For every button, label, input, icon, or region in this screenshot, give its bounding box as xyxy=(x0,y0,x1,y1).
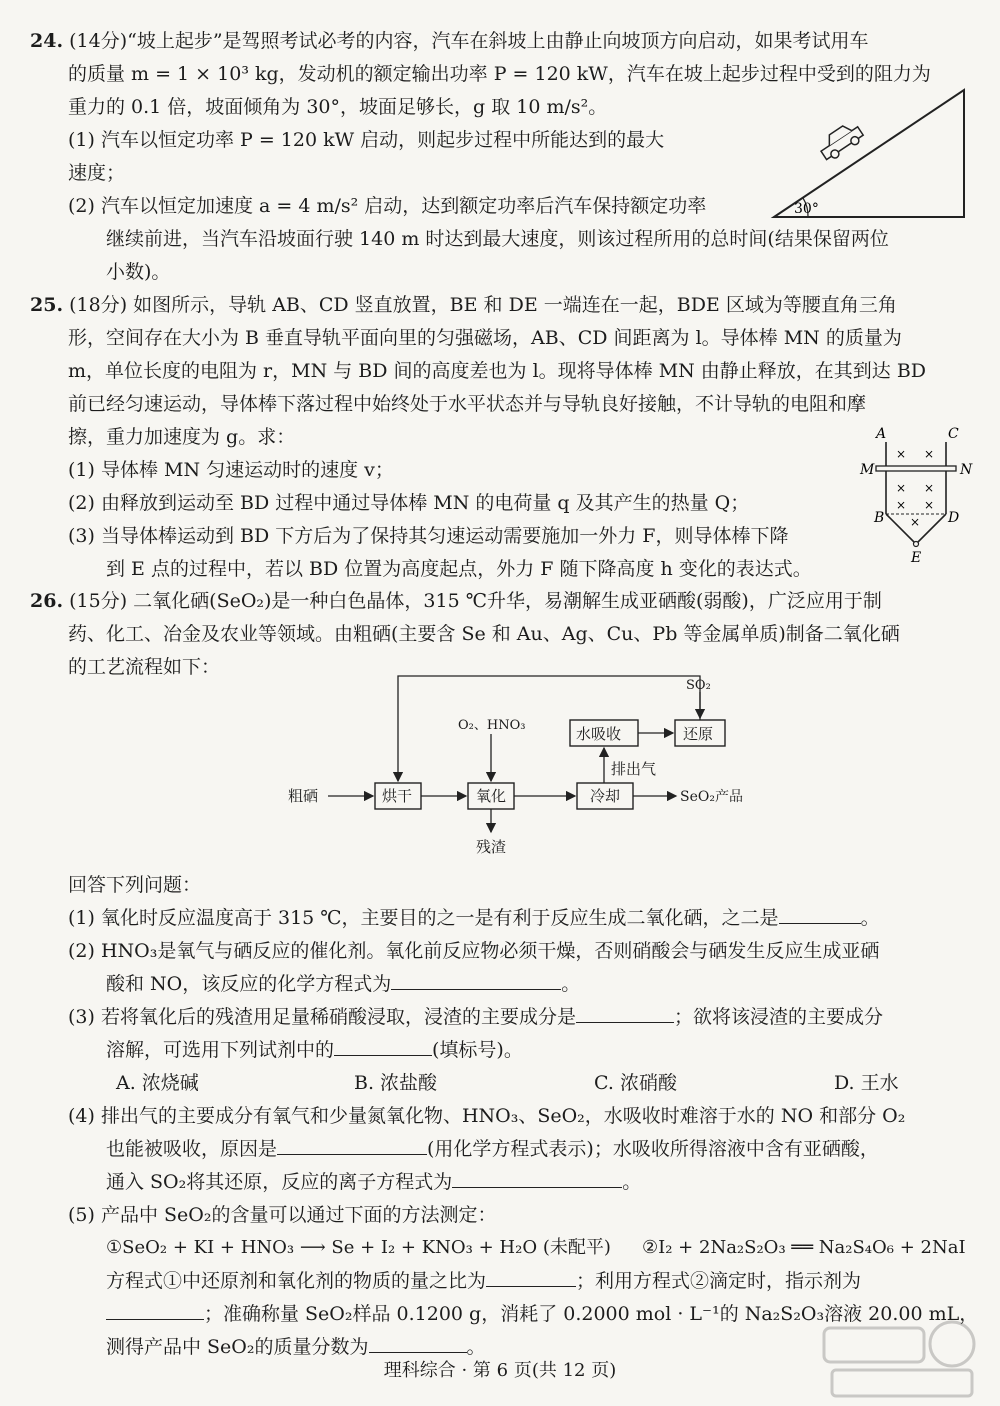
label-d: D xyxy=(948,510,960,526)
q26-p3a-end: ；欲将该浸渣的主要成分 xyxy=(673,1006,883,1028)
option-a: A. 浓烧碱 xyxy=(116,1072,199,1094)
magnetic-field-marks xyxy=(896,447,934,529)
label-b: B xyxy=(874,510,885,526)
option-b: B. 浓盐酸 xyxy=(354,1072,438,1094)
equation-1: ①SeO₂ + KI + HNO₃ ⟶ Se + I₂ + KNO₃ + H₂O (未配平) xyxy=(106,1237,611,1258)
flow-reagent-label: O₂、HNO₃ xyxy=(458,718,526,733)
q26-part-5: (5) 产品中 SeO₂的含量可以通过下面的方法测定： xyxy=(68,1204,497,1226)
q26-part-5a xyxy=(106,1268,861,1294)
page-footer: 理科综合 · 第 6 页(共 12 页) xyxy=(383,1360,617,1381)
q24-line-8: 小数)。 xyxy=(106,261,171,283)
flow-product-label: SeO₂产品 xyxy=(680,789,743,805)
q25-line-5: 擦，重力加速度为 g。求： xyxy=(68,426,296,448)
q26-p5c-end: 。 xyxy=(466,1336,486,1358)
slope-triangle xyxy=(774,90,964,217)
q25-line-1 xyxy=(30,292,897,318)
q26-p4c-text: 通入 SO₂将其还原，反应的离子方程式为 xyxy=(106,1171,453,1193)
q26-part-2b xyxy=(106,971,580,997)
q24-line-3: 重力的 0.1 倍，坡面倾角为 30°，坡面足够长，g 取 10 m/s²。 xyxy=(68,96,608,118)
field-mark: × xyxy=(924,498,935,512)
q26-line-1 xyxy=(30,588,882,614)
q26-p1-end: 。 xyxy=(860,907,880,929)
rail-de xyxy=(916,514,946,544)
flow-raw-label: 粗硒 xyxy=(288,787,319,805)
label-e: E xyxy=(911,550,922,566)
q26-part-2a: (2) HNO₃是氧气与硒反应的催化剂。氧化前反应物必须干燥，否则硝酸会与硒发生反应生成亚硒 xyxy=(68,940,880,962)
rail-figure xyxy=(856,422,980,568)
q24-number: 24. xyxy=(30,30,64,52)
car-icon xyxy=(816,119,865,163)
field-mark: × xyxy=(896,498,907,512)
rod-mn xyxy=(876,466,956,471)
q25-text-1: (18分) 如图所示，导轨 AB、CD 竖直放置，BE 和 DE 一端连在一起，BDE 区域为等腰直角三角 xyxy=(69,294,897,316)
q26-part-5c xyxy=(106,1334,486,1360)
field-mark: × xyxy=(910,515,921,529)
q25-number: 25. xyxy=(30,294,64,316)
q26-part-4a: (4) 排出气的主要成分有氧气和少量氮氧化物、HNO₃、SeO₂，水吸收时难溶于水的 NO 和部分 O₂ xyxy=(68,1105,906,1127)
slope-figure xyxy=(764,86,974,222)
q26-p3a-text: (3) 若将氧化后的残渣用足量稀硝酸浸取，浸渣的主要成分是 xyxy=(68,1006,576,1028)
q26-p2b-text: 酸和 NO，该反应的化学方程式为 xyxy=(106,973,392,995)
answer-blank[interactable] xyxy=(277,1136,427,1155)
q26-p1-text: (1) 氧化时反应温度高于 315 ℃，主要目的之一是有利于反应生成二氧化硒，之二是 xyxy=(68,907,779,929)
q24-line-1 xyxy=(30,28,869,54)
q26-line-3: 的工艺流程如下： xyxy=(68,656,221,678)
q26-line-2: 药、化工、冶金及农业等领域。由粗硒(主要含 Se 和 Au、Ag、Cu、Pb 等金属单质)制备二氧化硒 xyxy=(68,623,900,645)
option-d: D. 王水 xyxy=(834,1072,899,1094)
q26-part-4c xyxy=(106,1169,641,1195)
flow-reduce-label: 还原 xyxy=(683,725,714,743)
q25-line-6: (1) 导体棒 MN 匀速运动时的速度 v； xyxy=(68,459,394,481)
answer-blank[interactable] xyxy=(369,1334,467,1353)
answer-blank[interactable] xyxy=(452,1169,622,1188)
flow-residue-label: 残渣 xyxy=(476,838,507,856)
flow-exhaust-label: 排出气 xyxy=(611,760,657,778)
q25-line-2: 形，空间存在大小为 B 垂直导轨平面向里的匀强磁场，AB、CD 间距离为 l。导体棒 MN 的质量为 xyxy=(68,327,902,349)
q26-part-3b xyxy=(106,1037,523,1063)
option-c: C. 浓硝酸 xyxy=(594,1072,677,1094)
label-c: C xyxy=(948,426,959,442)
q26-p5a-end: ；利用方程式②滴定时，指示剂为 xyxy=(576,1270,862,1292)
answer-blank[interactable] xyxy=(106,1301,204,1320)
answer-blank[interactable] xyxy=(779,905,861,924)
process-flow-diagram xyxy=(278,670,758,860)
point-e xyxy=(914,542,919,547)
flow-cool-label: 冷却 xyxy=(590,787,621,805)
equation-2: ②I₂ + 2Na₂S₂O₃ ══ Na₂S₄O₆ + 2NaI xyxy=(642,1237,966,1258)
field-mark: × xyxy=(896,447,907,461)
flow-oxidize-label: 氧化 xyxy=(476,787,507,805)
q26-p4b-text: 也能被吸收，原因是 xyxy=(106,1138,278,1160)
q26-text-1: (15分) 二氧化硒(SeO₂)是一种白色晶体，315 ℃升华，易潮解生成亚硒酸(弱酸)，广泛应用于制 xyxy=(69,590,882,612)
label-m: M xyxy=(860,462,875,478)
q26-part-3a xyxy=(68,1004,883,1030)
q26-part-4b xyxy=(106,1136,879,1162)
flow-dry-label: 烘干 xyxy=(382,787,413,805)
q24-line-4: (1) 汽车以恒定功率 P = 120 kW 启动，则起步过程中所能达到的最大 xyxy=(68,129,665,151)
q24-line-5: 速度； xyxy=(68,162,126,184)
q26-p4c-end: 。 xyxy=(622,1171,642,1193)
q26-p5a-text: 方程式①中还原剂和氧化剂的物质的量之比为 xyxy=(106,1270,487,1292)
flow-absorb-label: 水吸收 xyxy=(576,725,622,743)
flow-so2-label: SO₂ xyxy=(686,678,711,693)
slope-angle-label: 30° xyxy=(794,201,819,217)
watermark-logo xyxy=(812,1318,982,1402)
q25-line-8: (3) 当导体棒运动到 BD 下方后为了保持其匀速运动需要施加一外力 F，则导体棒下降 xyxy=(68,525,789,547)
q26-number: 26. xyxy=(30,590,64,612)
answer-blank[interactable] xyxy=(486,1268,576,1287)
label-a: A xyxy=(876,426,887,442)
q26-p4b-end: (用化学方程式表示)；水吸收所得溶液中含有亚硒酸， xyxy=(427,1138,879,1160)
q25-line-3: m，单位长度的电阻为 r，MN 与 BD 间的高度差也为 l。现将导体棒 MN 由静止释放，在其到达 BD xyxy=(68,360,927,382)
q26-p5b-end: ；准确称量 SeO₂样品 0.1200 g，消耗了 0.2000 mol · L⁻¹的 Na₂S₂O₃溶液 20.00 mL， xyxy=(204,1303,979,1325)
q24-text-1: (14分)“坡上起步”是驾照考试必考的内容，汽车在斜坡上由静止向坡顶方向启动，如果考试用车 xyxy=(69,30,869,52)
q24-line-2: 的质量 m = 1 × 10³ kg，发动机的额定输出功率 P = 120 kW，汽车在坡上起步过程中受到的阻力为 xyxy=(68,63,931,85)
q25-line-7: (2) 由释放到运动至 BD 过程中通过导体棒 MN 的电荷量 q 及其产生的热量 Q； xyxy=(68,492,750,514)
q26-p3b-text: 溶解，可选用下列试剂中的 xyxy=(106,1039,335,1061)
answer-blank[interactable] xyxy=(334,1037,432,1056)
answer-blank[interactable] xyxy=(576,1004,674,1023)
q25-line-9: 到 E 点的过程中，若以 BD 位置为高度起点，外力 F 随下降高度 h 变化的表达式。 xyxy=(106,558,812,580)
q26-p5c-text: 测得产品中 SeO₂的质量分数为 xyxy=(106,1336,369,1358)
q26-intro: 回答下列问题： xyxy=(68,874,202,896)
field-mark: × xyxy=(924,481,935,495)
answer-blank[interactable] xyxy=(391,971,561,990)
q26-p2-end: 。 xyxy=(561,973,581,995)
field-mark: × xyxy=(896,481,907,495)
q26-part-1 xyxy=(68,905,880,931)
field-mark: × xyxy=(924,447,935,461)
label-n: N xyxy=(960,462,973,478)
q25-line-4: 前已经匀速运动，导体棒下落过程中始终处于水平状态并与导轨良好接触，不计导轨的电阻和摩 xyxy=(68,393,867,415)
q26-p3b-end: (填标号)。 xyxy=(432,1039,523,1061)
q24-line-7: 继续前进，当汽车沿坡面行驶 140 m 时达到最大速度，则该过程所用的总时间(结果保留两位 xyxy=(106,228,889,250)
q24-line-6: (2) 汽车以恒定加速度 a = 4 m/s² 启动，达到额定功率后汽车保持额定功率 xyxy=(68,195,707,217)
